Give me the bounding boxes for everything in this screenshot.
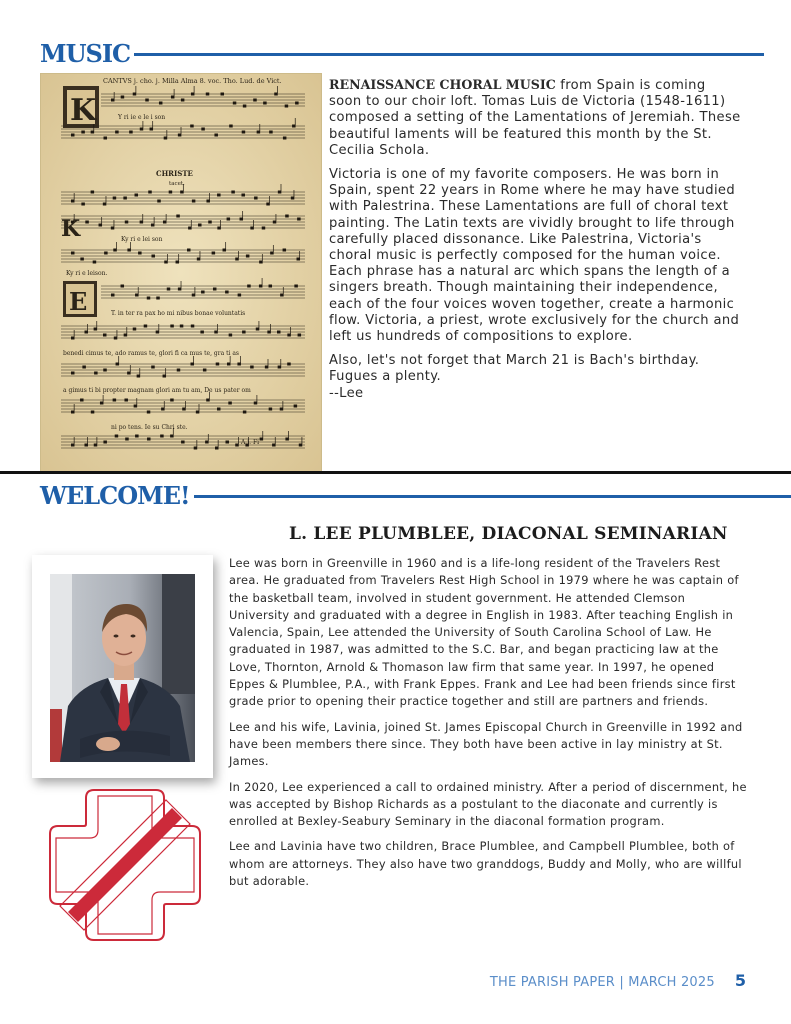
note-stem <box>166 130 167 137</box>
note-head <box>129 131 133 134</box>
sheet-lyric-5: benedi cimus te, ado ramus te, glori fi ca mus te, gra ti as <box>63 350 239 357</box>
note-head <box>81 131 85 134</box>
note-head <box>250 366 254 369</box>
note-stem <box>117 330 118 337</box>
note-head <box>147 297 151 300</box>
note-stem <box>103 395 104 402</box>
note-head <box>91 411 95 414</box>
note-head <box>103 369 107 372</box>
sheet-music-image <box>40 73 322 472</box>
note-stem <box>74 404 75 411</box>
sheet-lyric-1: Y ri ie e le i son <box>118 114 166 121</box>
sheet-corner: A i. Fi <box>241 439 260 446</box>
ornate-initial-e <box>63 281 97 317</box>
welcome-heading-rule <box>194 495 791 498</box>
sheet-lyric-2: Ky ri e lei son <box>121 236 163 243</box>
note-stem <box>283 401 284 408</box>
note-stem <box>158 324 159 331</box>
note-head <box>283 249 287 252</box>
note-stem <box>191 220 192 227</box>
note-head <box>81 203 85 206</box>
note-head <box>295 102 299 105</box>
bio-paragraph: Lee and his wife, Lavinia, joined St. James Episcopal Church in Greenville in 1992 and have been members there since. They both have been active in lay ministry at St. James. <box>229 719 743 769</box>
note-stem <box>164 401 165 408</box>
note-head <box>208 221 212 224</box>
note-head <box>180 325 184 328</box>
note-head <box>181 99 185 102</box>
music-section-header <box>40 39 764 68</box>
music-bach-line: Also, let's not forget that March 21 is Bach's birthday. <box>329 353 700 369</box>
note-head <box>247 285 251 288</box>
note-head <box>82 366 86 369</box>
note-head <box>115 435 119 438</box>
page-number: 5 <box>734 971 746 990</box>
portrait-frame <box>32 555 213 778</box>
ornate-initial-k <box>63 86 99 128</box>
note-head <box>151 366 155 369</box>
note-stem <box>194 86 195 93</box>
music-paragraph-3 <box>329 353 741 402</box>
note-head <box>121 285 125 288</box>
note-stem <box>142 214 143 221</box>
note-head <box>269 408 273 411</box>
note-stem <box>96 321 97 328</box>
note-head <box>85 221 89 224</box>
note-stem <box>174 89 175 96</box>
music-lead: RENAISSANCE CHORAL MUSIC <box>329 77 556 92</box>
note-head <box>287 363 291 366</box>
note-stem <box>167 254 168 261</box>
note-head <box>103 441 107 444</box>
note-head <box>225 441 229 444</box>
note-head <box>160 435 164 438</box>
bio-article <box>229 555 749 898</box>
note-stem <box>166 214 167 221</box>
note-stem <box>288 431 289 438</box>
note-head <box>147 438 151 441</box>
note-stem <box>238 251 239 258</box>
note-stem <box>114 220 115 227</box>
note-head <box>170 325 174 328</box>
note-stem <box>259 124 260 131</box>
note-head <box>192 200 196 203</box>
note-head <box>269 131 273 134</box>
note-stem <box>257 395 258 402</box>
note-head <box>212 252 216 255</box>
note-stem <box>152 121 153 128</box>
note-head <box>216 363 220 366</box>
note-head <box>71 252 75 255</box>
music-paragraph-1-body: from Spain is coming soon to our choir loft. Tomas Luis de Victoria (1548-1611) composed a setting of the Lamentations of Jeremiah. These beautiful laments will be featured this month by the St. Cecilia Schola. <box>329 78 741 158</box>
note-head <box>135 435 139 438</box>
note-stem <box>294 190 295 197</box>
publication-name: THE PARISH PAPER | MARCH 2025 <box>489 975 715 990</box>
note-head <box>294 285 298 288</box>
note-head <box>269 285 273 288</box>
note-stem <box>262 278 263 285</box>
bio-paragraph: In 2020, Lee experienced a call to ordained ministry. After a period of discernment, he was accepted by Bishop Richards as a postulant to the diaconate and currently is enrolled at Bexley-Seabury Seminary in the diaconal formation program. <box>229 779 747 829</box>
note-stem <box>268 359 269 366</box>
music-heading: MUSIC <box>40 39 131 68</box>
note-stem <box>276 214 277 221</box>
note-head <box>231 191 235 194</box>
note-stem <box>114 92 115 99</box>
note-head <box>133 328 137 331</box>
note-stem <box>259 321 260 328</box>
note-head <box>113 197 117 200</box>
note-head <box>198 224 202 227</box>
note-stem <box>217 324 218 331</box>
note-head <box>71 372 75 375</box>
page-footer <box>490 971 746 990</box>
note-stem <box>199 404 200 411</box>
note-head <box>138 252 142 255</box>
note-stem <box>240 356 241 363</box>
welcome-heading: WELCOME! <box>40 481 190 510</box>
note-stem <box>193 356 194 363</box>
sheet-lyric-6: a gimus ti bi propter magnam glori am tu am, De us pater om <box>63 387 251 394</box>
note-stem <box>74 193 75 200</box>
sheet-lyric-3: Ky ri e leison. <box>66 270 108 277</box>
note-head <box>201 291 205 294</box>
note-head <box>217 194 221 197</box>
note-head <box>135 194 139 197</box>
note-stem <box>106 196 107 203</box>
music-article <box>329 77 741 410</box>
note-head <box>156 297 160 300</box>
note-stem <box>126 327 127 334</box>
note-stem <box>116 242 117 249</box>
note-stem <box>273 245 274 252</box>
note-head <box>206 93 210 96</box>
note-stem <box>87 324 88 331</box>
music-paragraph-2: Victoria is one of my favorite composers. He was born in Spain, spent 22 years in Rome where he may have studied with Palestrina. These Lamentations are full of choral text painting. The Latin texts are vividly brought to life through carefully placed dissonance. Like Palestrina, Victoria's choral music is perfectly composed for the human voice. Each phrase has a natural arc which spans the length of a singers breath. Though maintaining their independence, each of the four voices woven together, create a harmonic flow. Victoria, a priest, wrote exclusively for the church and left us hundreds of compositions to explore. <box>329 167 740 345</box>
note-stem <box>74 330 75 337</box>
note-head <box>111 294 115 297</box>
note-stem <box>181 281 182 288</box>
bio-paragraph: Lee and Lavinia have two children, Brace Plumblee, and Campbell Plumblee, both of whom are attorneys. They also have two granddogs, Buddy and Molly, who are willful but adorable. <box>229 839 742 889</box>
svg-text:E: E <box>69 287 88 316</box>
note-head <box>177 369 181 372</box>
note-stem <box>87 437 88 444</box>
note-head <box>124 399 128 402</box>
note-head <box>176 215 180 218</box>
note-stem <box>130 365 131 372</box>
note-head <box>243 105 247 108</box>
note-head <box>125 221 128 224</box>
note-stem <box>197 440 198 447</box>
note-stem <box>302 437 303 444</box>
note-stem <box>139 368 140 375</box>
note-stem <box>242 211 243 218</box>
note-head <box>145 99 149 102</box>
note-head <box>144 325 148 328</box>
note-head <box>229 334 233 337</box>
note-stem <box>269 196 270 203</box>
sheet-christe: CHRISTE <box>156 169 193 178</box>
note-head <box>123 197 127 200</box>
note-head <box>113 399 117 402</box>
note-stem <box>283 287 284 294</box>
note-head <box>201 128 205 131</box>
note-head <box>190 125 194 128</box>
note-head <box>238 294 242 297</box>
note-head <box>214 134 218 137</box>
note-stem <box>281 184 282 191</box>
music-paragraph-1 <box>329 77 741 159</box>
note-stem <box>225 242 226 249</box>
note-stem <box>280 359 281 366</box>
note-head <box>254 197 258 200</box>
note-head <box>228 402 232 405</box>
note-head <box>229 125 233 128</box>
note-stem <box>299 251 300 258</box>
note-head <box>297 218 301 221</box>
note-head <box>203 369 207 372</box>
note-head <box>157 200 161 203</box>
note-head <box>294 405 298 408</box>
note-head <box>200 331 204 334</box>
sheet-lyric-4: T. in ter ra pax ho mi nibus bonae voluntatis <box>111 310 246 317</box>
note-head <box>246 255 250 258</box>
note-head <box>71 134 75 137</box>
sheet-initial-k2: K <box>61 216 81 242</box>
note-stem <box>138 287 139 294</box>
sheet-header-line: CANTVS j. cho. j. Milla Alma 8. voc. Tho. Lud. de Vict. <box>103 77 282 85</box>
note-head <box>285 105 289 108</box>
note-stem <box>238 437 239 444</box>
note-head <box>233 102 237 105</box>
note-head <box>115 131 119 134</box>
note-stem <box>154 217 155 224</box>
note-head <box>262 227 266 230</box>
note-head <box>121 96 125 99</box>
note-stem <box>208 434 209 441</box>
note-head <box>80 258 84 261</box>
note-head <box>104 137 108 140</box>
note-stem <box>262 431 263 438</box>
music-signature: --Lee <box>329 385 364 401</box>
note-head <box>277 331 281 334</box>
note-stem <box>118 356 119 363</box>
note-head <box>159 102 163 105</box>
welcome-section-header <box>40 481 791 510</box>
sheet-lyric-7: ni po tens. Ie su Chri ste. <box>111 424 188 431</box>
music-heading-rule <box>134 53 764 56</box>
article-title: L. LEE PLUMBLEE, DIACONAL SEMINARIAN <box>289 524 728 544</box>
note-stem <box>220 220 221 227</box>
note-head <box>213 288 217 291</box>
sheet-tacet: tacet. <box>169 181 185 187</box>
note-stem <box>230 356 231 363</box>
music-fugues-line: Fugues a plenty. <box>329 369 442 385</box>
note-head <box>148 191 152 194</box>
note-head <box>167 288 171 291</box>
note-stem <box>165 368 166 375</box>
note-stem <box>200 251 201 258</box>
note-head <box>263 102 267 105</box>
note-stem <box>130 242 131 249</box>
note-stem <box>97 437 98 444</box>
note-head <box>93 261 97 264</box>
note-head <box>242 331 246 334</box>
note-head <box>125 438 129 441</box>
note-head <box>283 137 287 140</box>
note-stem <box>275 437 276 444</box>
note-head <box>169 191 173 194</box>
note-head <box>217 408 221 411</box>
note-stem <box>262 254 263 261</box>
note-stem <box>253 220 254 227</box>
note-head <box>285 215 289 218</box>
note-head <box>243 411 247 414</box>
note-head <box>181 441 185 444</box>
note-head <box>191 325 195 328</box>
note-head <box>242 131 246 134</box>
note-stem <box>136 398 137 405</box>
note-head <box>103 334 107 337</box>
note-head <box>221 93 225 96</box>
note-stem <box>74 437 75 444</box>
note-head <box>170 399 174 402</box>
note-stem <box>181 127 182 134</box>
episcopal-cross-icon <box>46 786 204 944</box>
note-stem <box>143 121 144 128</box>
note-stem <box>295 118 296 125</box>
svg-text:K: K <box>70 93 97 128</box>
note-head <box>227 218 231 221</box>
note-head <box>225 291 229 294</box>
note-head <box>253 99 257 102</box>
note-stem <box>195 287 196 294</box>
note-stem <box>218 440 219 447</box>
note-stem <box>290 327 291 334</box>
note-head <box>147 411 151 414</box>
note-head <box>151 255 155 258</box>
note-stem <box>209 193 210 200</box>
note-stem <box>185 401 186 408</box>
note-head <box>298 334 302 337</box>
bio-paragraph: Lee was born in Greenville in 1960 and is a life-long resident of the Travelers Rest area. He graduated from Travelers Rest High School in 1979 where he was captain of the basketball team, involved in student government. He attended Clemson University and graduated with a degree in English in 1983. After teaching English in Valencia, Spain, Lee attended the University of South Carolina School of Law. He graduated in 1987, was admitted to the S.C. Bar, and began practicing law at the Love, Thornton, Arnold & Thomason law firm that same year. In 1997, he opened Eppes & Plumblee, P.A., with Frank Eppes. Frank and Lee had been friends since first grade prior to opening their practice together and still are partners and friends. <box>229 556 739 709</box>
note-head <box>91 191 95 194</box>
note-head <box>241 194 245 197</box>
note-head <box>187 249 191 252</box>
note-stem <box>93 124 94 131</box>
portrait-photo <box>50 574 195 762</box>
note-head <box>94 372 98 375</box>
note-stem <box>277 86 278 93</box>
section-divider <box>0 471 791 474</box>
note-stem <box>136 86 137 93</box>
note-head <box>80 399 84 402</box>
note-stem <box>178 254 179 261</box>
note-stem <box>101 217 102 224</box>
note-head <box>104 252 108 255</box>
note-stem <box>270 324 271 331</box>
